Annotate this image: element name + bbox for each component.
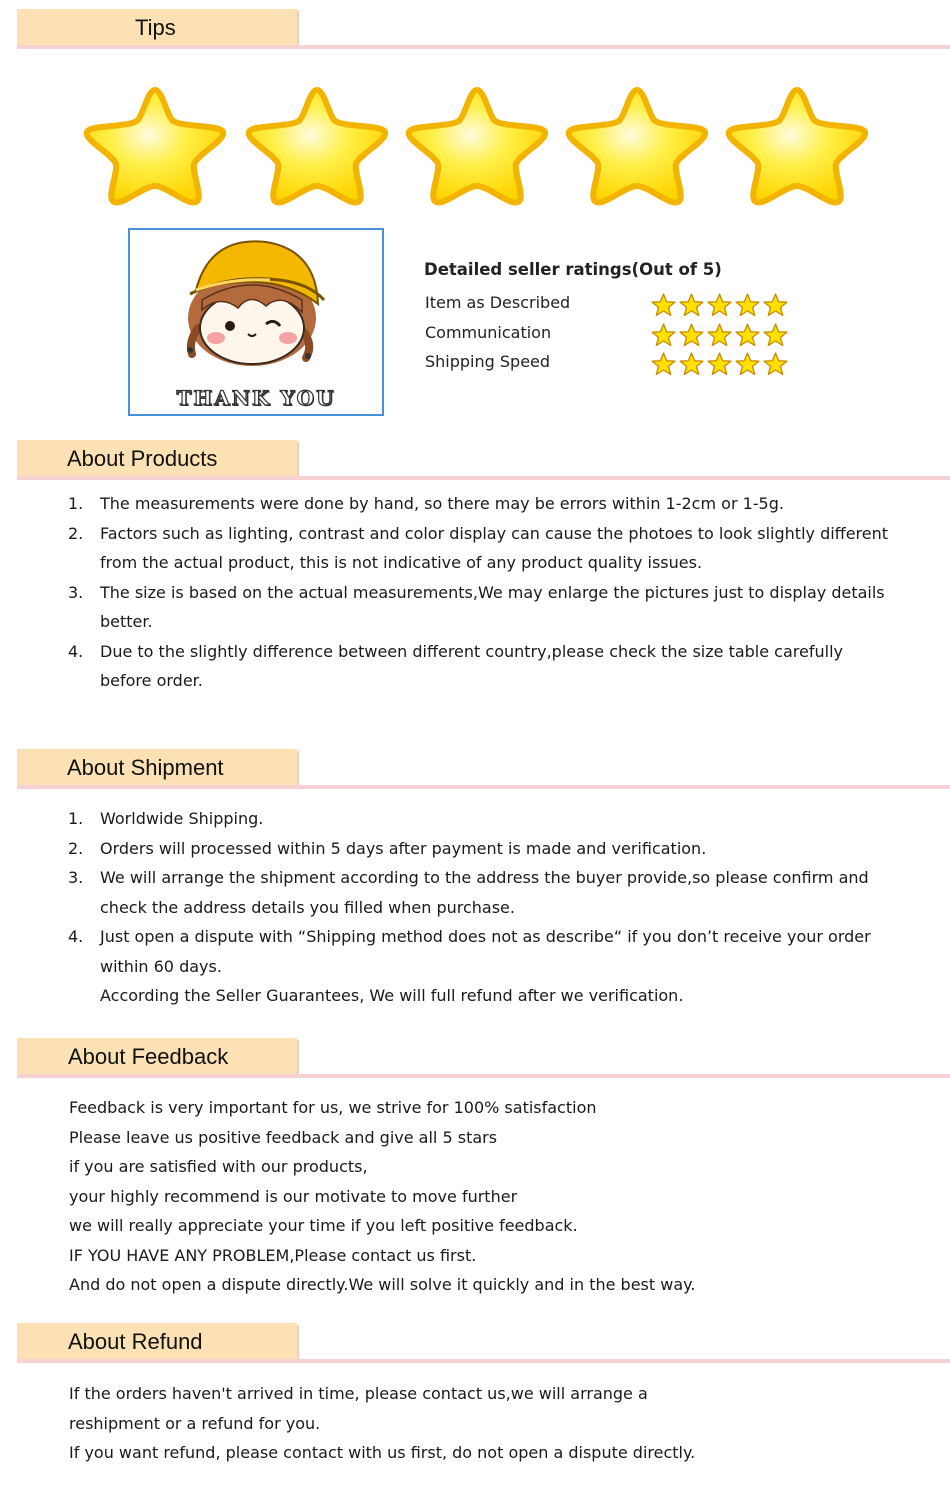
rating-row-shipping-speed	[424, 352, 844, 382]
section-header-shipment	[17, 749, 950, 789]
big-star-rating	[80, 84, 880, 206]
list-item: 2. Factors such as lighting, contrast and color display can cause the photoes to look slightly different from the actual product, this is not indicative of any product quality issues.	[68, 523, 889, 572]
rating-star-icon	[734, 323, 761, 347]
section-header-refund	[17, 1323, 950, 1363]
rating-star-icon	[678, 323, 705, 347]
list-item: 4. Just open a dispute with “Shipping method does not as describe“ if you don’t receive your order within 60 days. According the Seller Guarantees, We will full refund after we verification.	[68, 927, 871, 1005]
rating-label: Communication	[425, 322, 552, 342]
rating-star-icon	[734, 293, 761, 317]
rating-star-icon	[762, 323, 789, 347]
list-item: 2. Orders will processed within 5 days after payment is made and verification.	[68, 838, 707, 858]
section-header-feedback	[17, 1038, 950, 1078]
thank-you-card	[128, 228, 384, 416]
star-icon	[402, 84, 552, 206]
list-item: 4. Due to the slightly difference between different country,please check the size table carefully before order.	[68, 641, 843, 690]
section-title: About Products	[67, 446, 218, 471]
rating-stars	[650, 323, 790, 351]
rating-row-communication	[424, 323, 844, 353]
section-title: About Refund	[68, 1329, 203, 1354]
rating-stars	[650, 293, 790, 321]
rating-star-icon	[678, 293, 705, 317]
products-list	[68, 489, 928, 696]
rating-star-icon	[678, 352, 705, 376]
rating-label: Shipping Speed	[425, 352, 551, 371]
list-item: 3. The size is based on the actual measurements,We may enlarge the pictures just to display details better.	[68, 582, 885, 631]
ratings-title: Detailed seller ratings(Out of 5)	[424, 260, 722, 279]
rating-stars	[650, 352, 790, 380]
rating-star-icon	[734, 352, 761, 376]
rating-star-icon	[650, 352, 677, 376]
list-item: 1. The measurements were done by hand, so there may be errors within 1-2cm or 1-5g.	[68, 494, 784, 513]
star-icon	[562, 84, 712, 206]
thank-you-caption: THANK YOU	[176, 386, 336, 410]
refund-text: If the orders haven't arrived in time, please contact us,we will arrange a reshipment or a refund for you. If you want refund, please contact with us first, do not open a dispute directly.	[69, 1384, 696, 1462]
section-title: About Shipment	[67, 755, 224, 780]
section-title: About Feedback	[68, 1044, 229, 1069]
seller-ratings	[424, 260, 844, 382]
rating-star-icon	[650, 323, 677, 347]
rating-star-icon	[706, 293, 733, 317]
star-icon	[722, 84, 872, 206]
list-item: 1. Worldwide Shipping.	[68, 809, 264, 828]
list-item: 3. We will arrange the shipment according to the address the buyer provide,so please confirm and check the address details you filled when purchase.	[68, 868, 869, 917]
rating-star-icon	[706, 352, 733, 376]
rating-star-icon	[762, 352, 789, 376]
star-icon	[242, 84, 392, 206]
feedback-text: Feedback is very important for us, we strive for 100% satisfaction Please leave us positive feedback and give all 5 stars if you are satisfied with our products, your highly recommend is our motivate to move further we will really appreciate your time if you left positive feedback. IF YOU HAVE ANY PROBLEM,Please contact us first. And do not open a dispute directly.We will solve it quickly and in the best way.	[69, 1098, 696, 1294]
rating-label: Item as Described	[425, 293, 571, 312]
shipment-list	[68, 804, 928, 1011]
rating-star-icon	[762, 293, 789, 317]
rating-star-icon	[650, 293, 677, 317]
section-header-tips	[17, 9, 950, 49]
section-header-products	[17, 440, 950, 480]
rating-star-icon	[706, 323, 733, 347]
rating-row-item-as-described	[424, 293, 844, 323]
star-icon	[80, 84, 230, 206]
section-title: Tips	[135, 15, 176, 40]
